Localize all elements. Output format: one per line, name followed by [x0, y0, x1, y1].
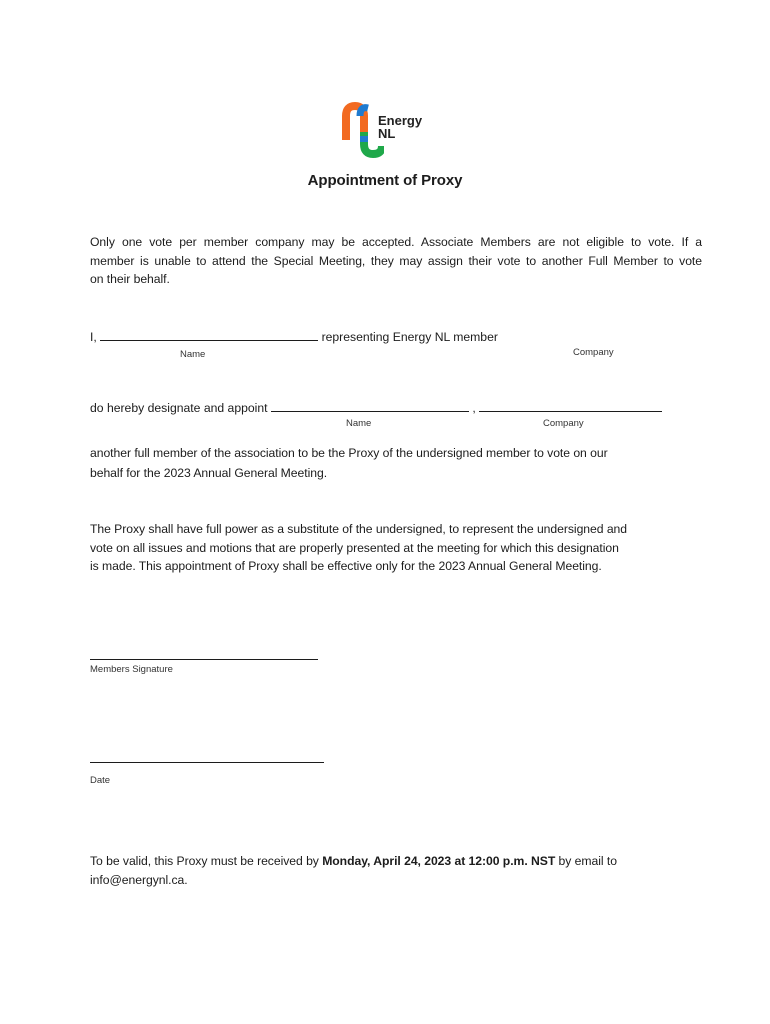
- validity-prefix: To be valid, this Proxy must be received by: [90, 854, 323, 868]
- powers-paragraph: [90, 520, 702, 576]
- designate-line: [90, 400, 662, 416]
- validity-deadline: Monday, April 24, 2023 at 12:00 p.m. NST: [322, 854, 556, 868]
- designate-prefix: do hereby designate and appoint: [90, 401, 268, 415]
- proxy-company-field[interactable]: [479, 400, 662, 412]
- proxy-company-caption: Company: [543, 418, 584, 429]
- designate-separator: ,: [472, 401, 476, 415]
- member-prefix: I,: [90, 330, 97, 344]
- validity-line: [90, 852, 702, 871]
- member-line: [90, 329, 498, 345]
- intro-line: member is unable to attend the Special Meeting, they may assign their vote to another Full Member to vote: [90, 253, 702, 268]
- date-field[interactable]: [90, 762, 324, 763]
- page-title: Appointment of Proxy: [307, 172, 463, 189]
- logo-text-nl: NL: [378, 126, 396, 141]
- energy-nl-logo: [340, 102, 440, 158]
- validity-suffix: by email to: [555, 854, 617, 868]
- proxy-name-caption: Name: [346, 418, 372, 429]
- validity-paragraph: [90, 852, 702, 889]
- another-member-line: behalf for the 2023 Annual General Meeting.: [90, 466, 328, 480]
- member-company-caption: Company: [573, 347, 614, 358]
- logo-text-energy: Energy: [378, 113, 423, 128]
- signature-field[interactable]: [90, 659, 318, 660]
- intro-line: Only one vote per member company may be accepted. Associate Members are not eligible to vote. If a: [90, 235, 702, 249]
- member-name-field[interactable]: [100, 329, 318, 341]
- member-name-caption: Name: [180, 349, 206, 360]
- powers-line: vote on all issues and motions that are properly presented at the meeting for which this designation: [90, 540, 619, 555]
- date-caption: Date: [90, 775, 111, 786]
- validity-email[interactable]: info@energynl.ca.: [90, 872, 188, 887]
- member-representing-text: representing Energy NL member: [321, 330, 498, 344]
- powers-line: is made. This appointment of Proxy shall be effective only for the 2023 Annual General Meeting.: [90, 559, 602, 573]
- another-member-paragraph: [90, 443, 702, 483]
- intro-paragraph: [90, 233, 702, 289]
- intro-line: on their behalf.: [90, 272, 170, 286]
- signature-caption: Members Signature: [90, 664, 173, 675]
- powers-line: The Proxy shall have full power as a substitute of the undersigned, to represent the undersigned and: [90, 522, 628, 536]
- proxy-name-field[interactable]: [271, 400, 469, 412]
- another-member-line: another full member of the association to be the Proxy of the undersigned member to vote on our: [90, 446, 608, 460]
